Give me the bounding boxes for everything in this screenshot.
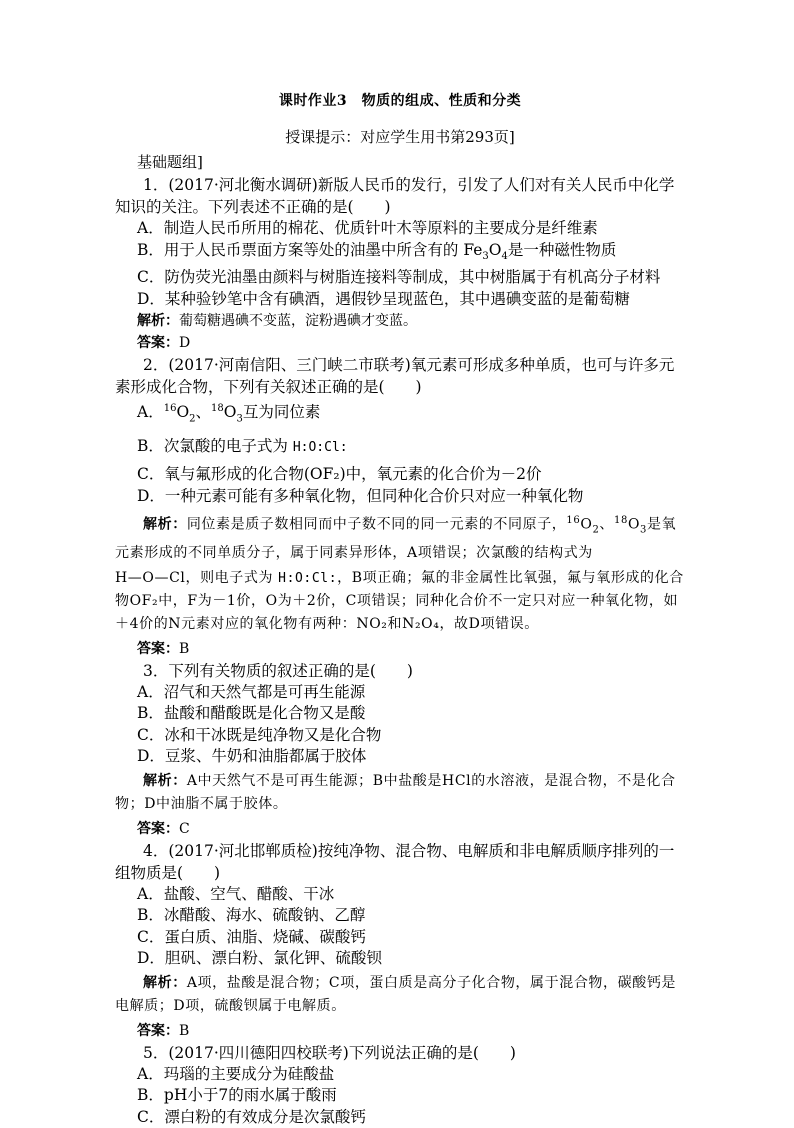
question-5-stem: 5．(2017·四川德阳四校联考)下列说法正确的是( ) xyxy=(143,1043,516,1062)
question-2-explanation: 解析：同位素是质子数相同而中子数不同的同一元素的不同原子，$^{16}O_2$、$^{18}O_3$是氧元素形成的不同单质分子，属于同素异形体，A项错误；次氯酸的结构式为 xyxy=(115,515,677,561)
question-2-option-a: A．$^{16}O_2$、$^{18}O_3$互为同位素 xyxy=(137,403,321,425)
question-2-explanation-cont: H—O—Cl，则电子式为 H:O:Cl:，B项正确；氟的非金属性比氧强，氟与氧形成的化合物OF₂中，F为－1价，O为＋2价，C项错误；同种化合价不一定只对应一种氧化物，如＋4价的N元素对应的氧化物有两种：NO₂和N₂O₄，故D项错误。 xyxy=(115,569,684,632)
question-2-stem: 2．(2017·河南信阳、三门峡二市联考)氧元素可形成多种单质，也可与许多元素形成化合物，下列有关叙述正确的是( ) xyxy=(115,356,675,397)
question-4-answer: 答案：B xyxy=(137,1022,190,1039)
page-title: 课时作业3 物质的组成、性质和分类 xyxy=(278,93,522,109)
question-3-option-d: D．豆浆、牛奶和油脂都属于胶体 xyxy=(137,747,367,766)
question-2-option-c: C．氧与氟形成的化合物(OF₂)中，氧元素的化合价为－2价 xyxy=(137,465,542,484)
question-5-option-c: C．漂白粉的有效成分是次氯酸钙 xyxy=(137,1107,366,1126)
question-5-option-b: B．pH小于7的雨水属于酸雨 xyxy=(137,1086,337,1105)
question-3-explanation: 解析：A中天然气不是可再生能源；B中盐酸是HCl的水溶液，是混合物，不是化合物；D中油脂不属于胶体。 xyxy=(115,772,676,812)
question-2-option-b: B．次氯酸的电子式为 H:O:Cl: xyxy=(137,436,348,455)
question-4-option-d: D．胆矾、漂白粉、氯化钾、硫酸钡 xyxy=(137,949,382,968)
question-2-option-d: D．一种元素可能有多种氧化物，但同种化合价只对应一种氧化物 xyxy=(137,486,584,505)
question-4-explanation: 解析：A项，盐酸是混合物；C项，蛋白质是高分子化合物，属于混合物，碳酸钙是电解质；D项，硫酸钡属于电解质。 xyxy=(115,974,677,1014)
question-3-option-b: B．盐酸和醋酸既是化合物又是酸 xyxy=(137,704,366,723)
lesson-hint: 授课提示：对应学生用书第293页] xyxy=(285,128,515,146)
question-2-answer: 答案：B xyxy=(137,640,190,657)
question-5-option-a: A．玛瑙的主要成分为硅酸盐 xyxy=(137,1064,335,1083)
question-4-option-b: B．冰醋酸、海水、硫酸钠、乙醇 xyxy=(137,906,366,925)
question-3-stem: 3．下列有关物质的叙述正确的是( ) xyxy=(143,661,413,680)
question-4-stem: 4．(2017·河北邯郸质检)按纯净物、混合物、电解质和非电解质顺序排列的一组物质是( ) xyxy=(115,841,675,882)
question-1-answer: 答案：D xyxy=(137,335,191,352)
question-1-option-a: A．制造人民币所用的棉花、优质针叶木等原料的主要成分是纤维素 xyxy=(137,219,598,237)
question-4-option-a: A．盐酸、空气、醋酸、干冰 xyxy=(137,884,335,903)
electron-formula: H:O:Cl: xyxy=(292,439,348,455)
question-3-option-c: C．冰和干冰既是纯净物又是化合物 xyxy=(137,725,382,744)
document-page xyxy=(115,80,685,1128)
question-1-stem: 1．(2017·河北衡水调研)新版人民币的发行，引发了人们对有关人民币中化学知识的关注。下列表述不正确的是( ) xyxy=(115,176,675,216)
section-heading: 基础题组] xyxy=(137,153,203,171)
question-4-option-c: C．蛋白质、油脂、烧碱、碳酸钙 xyxy=(137,927,366,946)
question-3-answer: 答案：C xyxy=(137,820,190,837)
question-1-option-c: C．防伪荧光油墨由颜料与树脂连接料等制成，其中树脂属于有机高分子材料 xyxy=(137,268,661,287)
question-3-option-a: A．沼气和天然气都是可再生能源 xyxy=(137,682,366,701)
question-1-explanation: 解析：葡萄糖遇碘不变蓝，淀粉遇碘才变蓝。 xyxy=(137,313,417,330)
question-1-option-b: B．用于人民币票面方案等处的油墨中所含有的 $Fe_3O_4$是一种磁性物质 xyxy=(137,240,617,262)
question-1-option-d: D．某种验钞笔中含有碘酒，遇假钞呈现蓝色，其中遇碘变蓝的是葡萄糖 xyxy=(137,289,630,308)
